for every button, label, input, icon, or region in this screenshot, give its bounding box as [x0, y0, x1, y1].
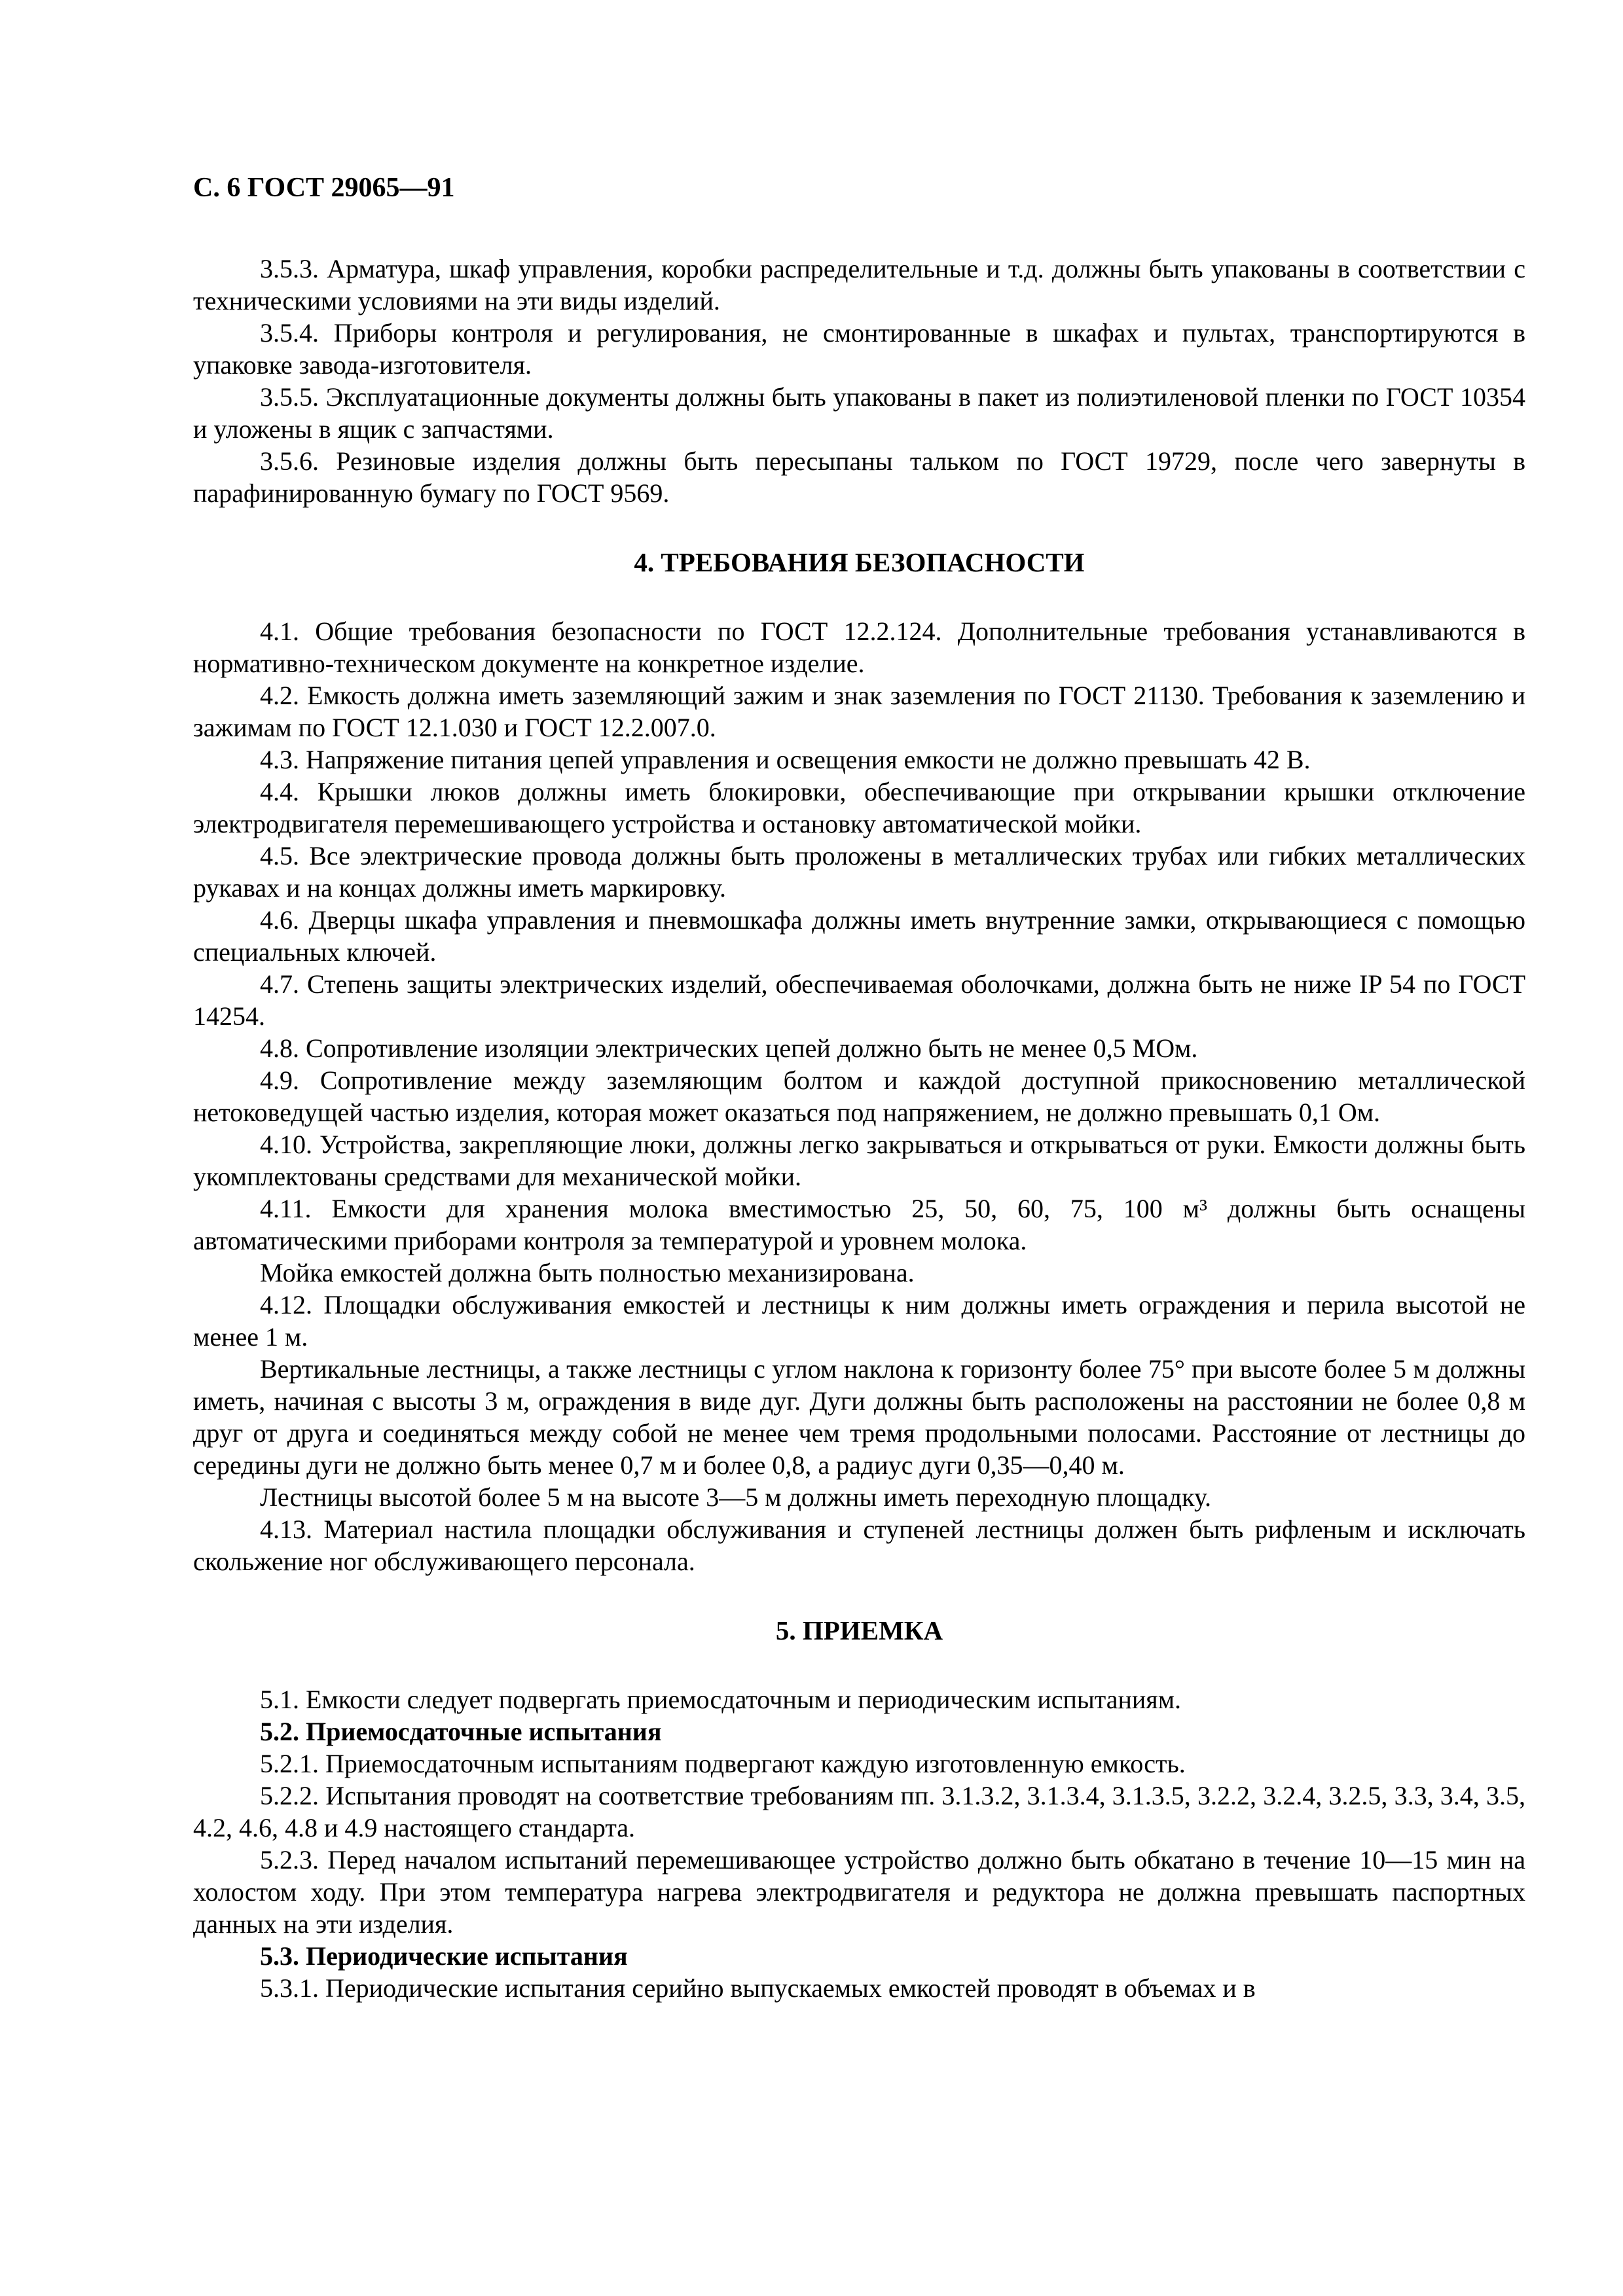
subheading-5-2: 5.2. Приемосдаточные испытания [260, 1717, 662, 1746]
paragraph-4-12-ladders: Вертикальные лестницы, а также лестницы с углом наклона к горизонту более 75° при высоте более 5 м должны иметь, начиная с высоты 3 м, ограждения в виде дуг. Дуги должны быть расположены на расстоянии не более 0,8 м друг от друга и соединяться между собой не менее чем тремя продольными полосами. Расстояние от лестницы до середины дуги не должно быть менее 0,7 м и более 0,8, а радиус дуги 0,35—0,40 м. [193, 1354, 1525, 1480]
running-header: С. 6 ГОСТ 29065—91 [193, 173, 455, 203]
paragraph-4-2: 4.2. Емкость должна иметь заземляющий зажим и знак заземления по ГОСТ 21130. Требования к заземлению и зажимам по ГОСТ 12.1.030 и ГОСТ 12.2.007.0. [193, 681, 1525, 742]
paragraph-4-6: 4.6. Дверцы шкафа управления и пневмошкафа должны иметь внутренние замки, открывающиеся с помощью специальных ключей. [193, 905, 1525, 967]
paragraph-3-5-5: 3.5.5. Эксплуатационные документы должны быть упакованы в пакет из полиэтиленовой пленки по ГОСТ 10354 и уложены в ящик с запчастями. [193, 382, 1525, 444]
paragraph-5-3-1: 5.3.1. Периодические испытания серийно выпускаемых емкостей проводят в объемах и в [260, 1973, 1256, 2003]
paragraph-4-3: 4.3. Напряжение питания цепей управления и освещения емкости не должно превышать 42 В. [260, 745, 1311, 774]
paragraph-4-10: 4.10. Устройства, закрепляющие люки, должны легко закрываться и открываться от руки. Емкости должны быть укомплектованы средствами для механической мойки. [193, 1130, 1525, 1191]
paragraph-4-9: 4.9. Сопротивление между заземляющим болтом и каждой доступной прикосновению металлической нетоковедущей частью изделия, которая может оказаться под напряжением, не должно превышать 0,1 Ом. [193, 1066, 1525, 1127]
paragraph-3-5-4: 3.5.4. Приборы контроля и регулирования, не смонтированные в шкафах и пультах, транспортируются в упаковке завода-изготовителя. [193, 318, 1525, 380]
paragraph-4-5: 4.5. Все электрические провода должны быть проложены в металлических трубах или гибких металлических рукавах и на концах должны иметь маркировку. [193, 841, 1525, 903]
paragraph-4-12: 4.12. Площадки обслуживания емкостей и лестницы к ним должны иметь ограждения и перила высотой не менее 1 м. [193, 1290, 1525, 1352]
paragraph-4-11: 4.11. Емкости для хранения молока вместимостью 25, 50, 60, 75, 100 м³ должны быть оснащены автоматическими приборами контроля за температурой и уровнем молока. [193, 1194, 1525, 1255]
paragraph-5-2-2: 5.2.2. Испытания проводят на соответствие требованиям пп. 3.1.3.2, 3.1.3.4, 3.1.3.5, 3.2.2, 3.2.4, 3.2.5, 3.3, 3.4, 3.5, 4.2, 4.6, 4.8 и 4.9 настоящего стандарта. [193, 1781, 1525, 1842]
paragraph-3-5-6: 3.5.6. Резиновые изделия должны быть пересыпаны тальком по ГОСТ 19729, после чего завернуты в парафинированную бумагу по ГОСТ 9569. [193, 446, 1525, 508]
paragraph-5-2-3: 5.2.3. Перед началом испытаний перемешивающее устройство должно быть обкатано в течение 10—15 мин на холостом ходу. При этом температура нагрева электродвигателя и редуктора не должна превышать паспортных данных на эти изделия. [193, 1845, 1525, 1939]
paragraph-4-4: 4.4. Крышки люков должны иметь блокировки, обеспечивающие при открывании крышки отключение электродвигателя перемешивающего устройства и остановку автоматической мойки. [193, 777, 1525, 838]
paragraph-5-1: 5.1. Емкости следует подвергать приемосдаточным и периодическим испытаниям. [260, 1685, 1182, 1714]
paragraph-5-2-1: 5.2.1. Приемосдаточным испытаниям подвергают каждую изготовленную емкость. [260, 1749, 1186, 1778]
paragraph-4-11-washing: Мойка емкостей должна быть полностью механизирована. [260, 1258, 915, 1287]
document-page [193, 170, 1525, 2004]
section-heading-safety: 4. ТРЕБОВАНИЯ БЕЗОПАСНОСТИ [634, 547, 1085, 577]
paragraph-4-7: 4.7. Степень защиты электрических изделий, обеспечиваемая оболочками, должна быть не ниже IP 54 по ГОСТ 14254. [193, 969, 1525, 1031]
paragraph-3-5-3: 3.5.3. Арматура, шкаф управления, коробки распределительные и т.д. должны быть упакованы в соответствии с техническими условиями на эти виды изделий. [193, 254, 1525, 315]
paragraph-4-12-platform: Лестницы высотой более 5 м на высоте 3—5 м должны иметь переходную площадку. [260, 1482, 1211, 1512]
paragraph-4-13: 4.13. Материал настила площадки обслуживания и ступеней лестницы должен быть рифленым и исключать скольжение ног обслуживающего персонала. [193, 1515, 1525, 1576]
paragraph-4-1: 4.1. Общие требования безопасности по ГОСТ 12.2.124. Дополнительные требования устанавливаются в нормативно-техническом документе на конкретное изделие. [193, 617, 1525, 678]
section-heading-acceptance: 5. ПРИЕМКА [775, 1615, 943, 1645]
subheading-5-3: 5.3. Периодические испытания [260, 1941, 628, 1971]
paragraph-4-8: 4.8. Сопротивление изоляции электрических цепей должно быть не менее 0,5 МОм. [260, 1033, 1198, 1063]
